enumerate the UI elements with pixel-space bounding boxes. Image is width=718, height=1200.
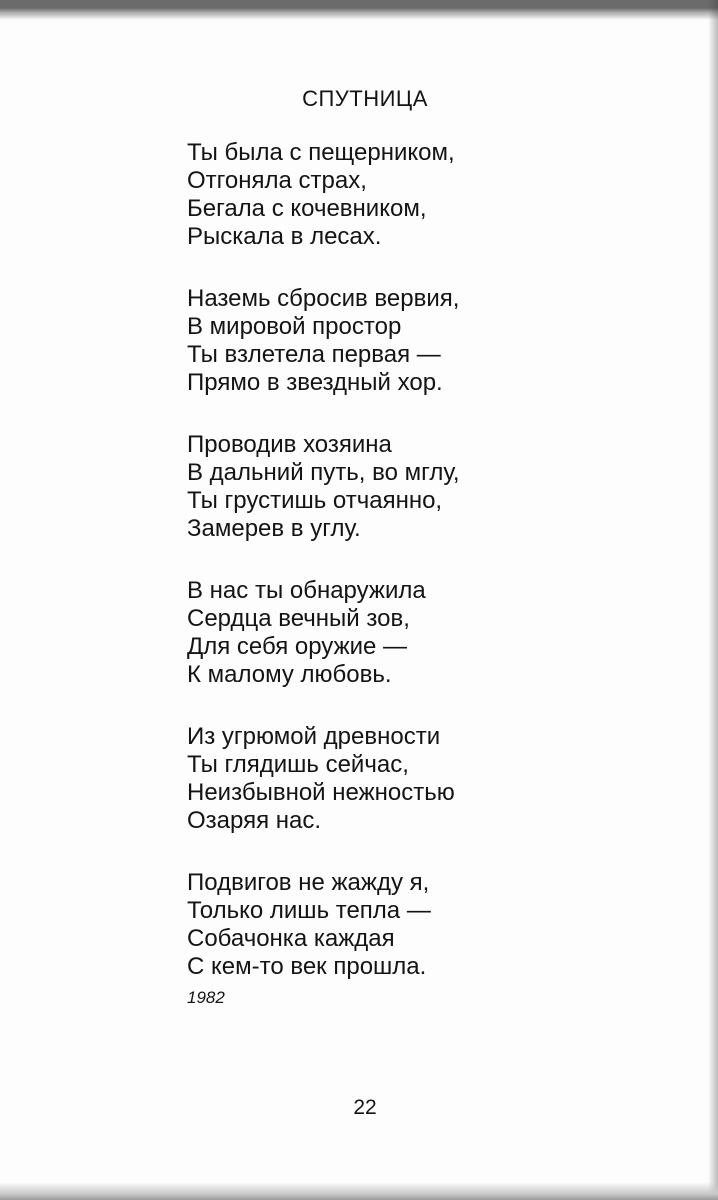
- poem-line: В нас ты обнаружила: [187, 577, 426, 604]
- poem-line: Ты грустишь отчаянно,: [187, 487, 443, 514]
- poem-line: В мировой простор: [187, 313, 402, 340]
- poem-year: 1982: [187, 988, 225, 1007]
- stanza-2: [187, 285, 460, 397]
- poem-line: С кем-то век прошла.: [187, 953, 427, 980]
- poem-line: Ты глядишь сейчас,: [187, 751, 409, 778]
- poem-line: Из угрюмой древности: [187, 723, 441, 750]
- poem-body: [187, 139, 460, 1015]
- poem-line: Только лишь тепла —: [187, 897, 431, 924]
- stanza-1: [187, 139, 460, 251]
- poem-line: Бегала с кочевником,: [187, 195, 427, 222]
- poem-line: Проводив хозяина: [187, 431, 392, 458]
- stanza-5: [187, 723, 460, 835]
- poem-line: Озаряя нас.: [187, 807, 322, 834]
- poem-line: Ты была с пещерником,: [187, 139, 455, 166]
- stanza-6: [187, 869, 460, 981]
- poem-line: Для себя оружие —: [187, 633, 408, 660]
- poem-line: Собачонка каждая: [187, 925, 395, 952]
- poem-line: Наземь сбросив вервия,: [187, 285, 460, 312]
- poem-line: Ты взлетела первая —: [187, 341, 441, 368]
- poem-line: Подвигов не жажду я,: [187, 869, 430, 896]
- poem-line: Сердца вечный зов,: [187, 605, 410, 632]
- scan-edge-top: [0, 0, 718, 20]
- poem-line: К малому любовь.: [187, 661, 392, 688]
- poem-line: Замерев в углу.: [187, 515, 361, 542]
- poem-line: В дальний путь, во мглу,: [187, 459, 460, 486]
- poem-line: Рыскала в лесах.: [187, 223, 382, 250]
- stanza-3: [187, 431, 460, 543]
- poem-line: Прямо в звездный хор.: [187, 369, 443, 396]
- scan-edge-right: [708, 0, 718, 1200]
- poem-line: Неизбывной нежностью: [187, 779, 455, 806]
- page-number: 22: [353, 1096, 377, 1119]
- stanza-4: [187, 577, 460, 689]
- poem-line: Отгоняла страх,: [187, 167, 367, 194]
- scan-edge-bottom: [0, 1182, 718, 1200]
- poem-title: СПУТНИЦА: [302, 86, 428, 111]
